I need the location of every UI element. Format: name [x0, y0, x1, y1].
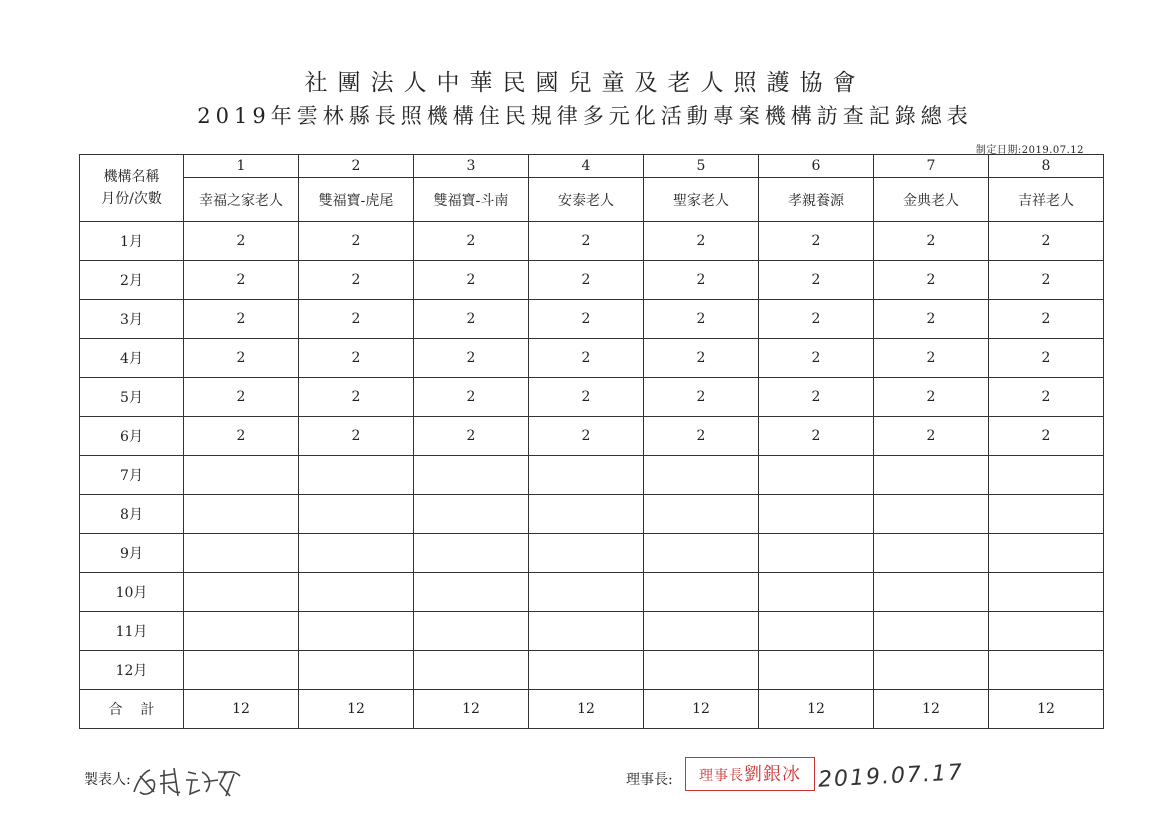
col-number: 1 [184, 155, 299, 178]
visit-count-cell: 2 [414, 378, 529, 417]
total-cell: 12 [759, 690, 874, 729]
visit-count-cell: 2 [874, 417, 989, 456]
visit-count-cell [529, 612, 644, 651]
institution-name: 聖家老人 [644, 178, 759, 222]
visit-count-cell [874, 573, 989, 612]
visit-count-cell: 2 [644, 417, 759, 456]
visit-count-cell: 2 [989, 261, 1104, 300]
table-row [80, 573, 1104, 612]
institution-name: 金典老人 [874, 178, 989, 222]
header-number-row [80, 155, 1104, 178]
visit-count-cell: 2 [989, 300, 1104, 339]
visit-count-cell: 2 [874, 261, 989, 300]
col-number: 8 [989, 155, 1104, 178]
chairman-seal [685, 757, 815, 791]
visit-count-cell [989, 573, 1104, 612]
visit-count-cell [874, 651, 989, 690]
table-row [80, 651, 1104, 690]
month-label: 8月 [80, 495, 184, 534]
visit-count-cell: 2 [299, 339, 414, 378]
visit-count-cell: 2 [759, 222, 874, 261]
table-row [80, 378, 1104, 417]
visit-count-cell: 2 [644, 261, 759, 300]
col-number: 6 [759, 155, 874, 178]
col-number: 5 [644, 155, 759, 178]
visit-count-cell [299, 495, 414, 534]
total-cell: 12 [299, 690, 414, 729]
table-row [80, 534, 1104, 573]
record-table [79, 154, 1104, 729]
visit-count-cell [759, 573, 874, 612]
org-title: 社團法人中華民國兒童及老人照護協會 [304, 70, 866, 96]
visit-count-cell [759, 612, 874, 651]
signed-date: 2019.07.17 [817, 760, 965, 793]
table-row [80, 417, 1104, 456]
visit-count-cell [299, 534, 414, 573]
visit-count-cell [184, 612, 299, 651]
corner-top-label: 機構名稱 [103, 169, 160, 185]
visit-count-cell [184, 534, 299, 573]
visit-count-cell: 2 [299, 378, 414, 417]
institution-name: 吉祥老人 [989, 178, 1104, 222]
month-label: 2月 [80, 261, 184, 300]
month-label: 5月 [80, 378, 184, 417]
preparer-signature-icon [130, 762, 245, 802]
visit-count-cell: 2 [644, 339, 759, 378]
visit-count-cell: 2 [414, 222, 529, 261]
visit-count-cell: 2 [184, 261, 299, 300]
visit-count-cell: 2 [529, 378, 644, 417]
visit-count-cell: 2 [644, 300, 759, 339]
total-row [80, 690, 1104, 729]
visit-count-cell: 2 [184, 222, 299, 261]
month-label: 9月 [80, 534, 184, 573]
visit-count-cell [414, 612, 529, 651]
visit-count-cell: 2 [759, 378, 874, 417]
visit-count-cell: 2 [184, 417, 299, 456]
preparer-label: 製表人: [84, 772, 131, 788]
visit-count-cell [759, 495, 874, 534]
visit-count-cell: 2 [759, 300, 874, 339]
visit-count-cell [644, 495, 759, 534]
visit-count-cell [874, 456, 989, 495]
institution-name: 孝親養源 [759, 178, 874, 222]
total-cell: 12 [529, 690, 644, 729]
visit-count-cell: 2 [414, 261, 529, 300]
visit-count-cell: 2 [414, 417, 529, 456]
month-label: 6月 [80, 417, 184, 456]
total-cell: 12 [414, 690, 529, 729]
col-number: 3 [414, 155, 529, 178]
visit-count-cell [299, 612, 414, 651]
total-label: 合計 [80, 690, 184, 729]
visit-count-cell: 2 [529, 417, 644, 456]
table-row [80, 222, 1104, 261]
total-cell: 12 [184, 690, 299, 729]
visit-count-cell: 2 [989, 339, 1104, 378]
visit-count-cell [414, 495, 529, 534]
month-label: 12月 [80, 651, 184, 690]
visit-count-cell [759, 651, 874, 690]
corner-bottom-label: 月份/次數 [101, 191, 162, 207]
visit-count-cell: 2 [299, 300, 414, 339]
visit-count-cell: 2 [299, 417, 414, 456]
visit-count-cell [644, 612, 759, 651]
visit-count-cell [414, 573, 529, 612]
visit-count-cell: 2 [874, 222, 989, 261]
visit-count-cell [989, 456, 1104, 495]
total-cell: 12 [989, 690, 1104, 729]
chairman-label: 理事長: [626, 772, 673, 788]
visit-count-cell [299, 456, 414, 495]
month-label: 10月 [80, 573, 184, 612]
institution-name: 雙福寶-斗南 [414, 178, 529, 222]
visit-count-cell: 2 [874, 339, 989, 378]
institution-name: 安泰老人 [529, 178, 644, 222]
col-number: 4 [529, 155, 644, 178]
institution-name: 雙福寶-虎尾 [299, 178, 414, 222]
table-row [80, 300, 1104, 339]
seal-title: 理事長 [699, 768, 744, 784]
visit-count-cell: 2 [759, 417, 874, 456]
visit-count-cell [184, 456, 299, 495]
table-row [80, 456, 1104, 495]
table-row [80, 261, 1104, 300]
visit-count-cell [989, 534, 1104, 573]
visit-count-cell [299, 651, 414, 690]
visit-count-cell [414, 651, 529, 690]
visit-count-cell [759, 456, 874, 495]
date-note: 制定日期:2019.07.12 [975, 145, 1084, 156]
visit-count-cell: 2 [299, 222, 414, 261]
visit-count-cell: 2 [184, 300, 299, 339]
col-number: 2 [299, 155, 414, 178]
visit-count-cell: 2 [644, 222, 759, 261]
visit-count-cell: 2 [184, 378, 299, 417]
visit-count-cell [529, 651, 644, 690]
visit-count-cell [989, 651, 1104, 690]
visit-count-cell: 2 [184, 339, 299, 378]
visit-count-cell [874, 495, 989, 534]
visit-count-cell: 2 [874, 300, 989, 339]
visit-count-cell [644, 534, 759, 573]
month-label: 4月 [80, 339, 184, 378]
month-label: 1月 [80, 222, 184, 261]
table-row [80, 339, 1104, 378]
visit-count-cell [759, 534, 874, 573]
visit-count-cell [184, 651, 299, 690]
month-label: 3月 [80, 300, 184, 339]
visit-count-cell [644, 573, 759, 612]
visit-count-cell [874, 534, 989, 573]
visit-count-cell [414, 534, 529, 573]
visit-count-cell [644, 651, 759, 690]
total-cell: 12 [644, 690, 759, 729]
visit-count-cell [299, 573, 414, 612]
table-row [80, 612, 1104, 651]
table-row [80, 495, 1104, 534]
visit-count-cell: 2 [529, 339, 644, 378]
visit-count-cell [414, 456, 529, 495]
visit-count-cell: 2 [414, 300, 529, 339]
header-name-row [80, 178, 1104, 222]
visit-count-cell: 2 [529, 222, 644, 261]
visit-count-cell: 2 [299, 261, 414, 300]
visit-count-cell: 2 [414, 339, 529, 378]
seal-name: 劉銀冰 [744, 764, 801, 785]
visit-count-cell: 2 [989, 378, 1104, 417]
month-label: 11月 [80, 612, 184, 651]
visit-count-cell [644, 456, 759, 495]
visit-count-cell [874, 612, 989, 651]
visit-count-cell: 2 [644, 378, 759, 417]
visit-count-cell: 2 [989, 417, 1104, 456]
visit-count-cell [184, 495, 299, 534]
institution-name: 幸福之家老人 [184, 178, 299, 222]
report-title: 2019年雲林縣長照機構住民規律多元化活動專案機構訪查記錄總表 [197, 104, 973, 128]
visit-count-cell: 2 [759, 261, 874, 300]
visit-count-cell [184, 573, 299, 612]
col-number: 7 [874, 155, 989, 178]
visit-count-cell [529, 534, 644, 573]
month-label: 7月 [80, 456, 184, 495]
visit-count-cell: 2 [529, 261, 644, 300]
visit-count-cell: 2 [874, 378, 989, 417]
visit-count-cell: 2 [759, 339, 874, 378]
visit-count-cell: 2 [989, 222, 1104, 261]
corner-cell [80, 155, 184, 222]
visit-count-cell [989, 612, 1104, 651]
total-cell: 12 [874, 690, 989, 729]
visit-count-cell: 2 [529, 300, 644, 339]
visit-count-cell [529, 573, 644, 612]
visit-count-cell [529, 495, 644, 534]
visit-count-cell [529, 456, 644, 495]
visit-count-cell [989, 495, 1104, 534]
